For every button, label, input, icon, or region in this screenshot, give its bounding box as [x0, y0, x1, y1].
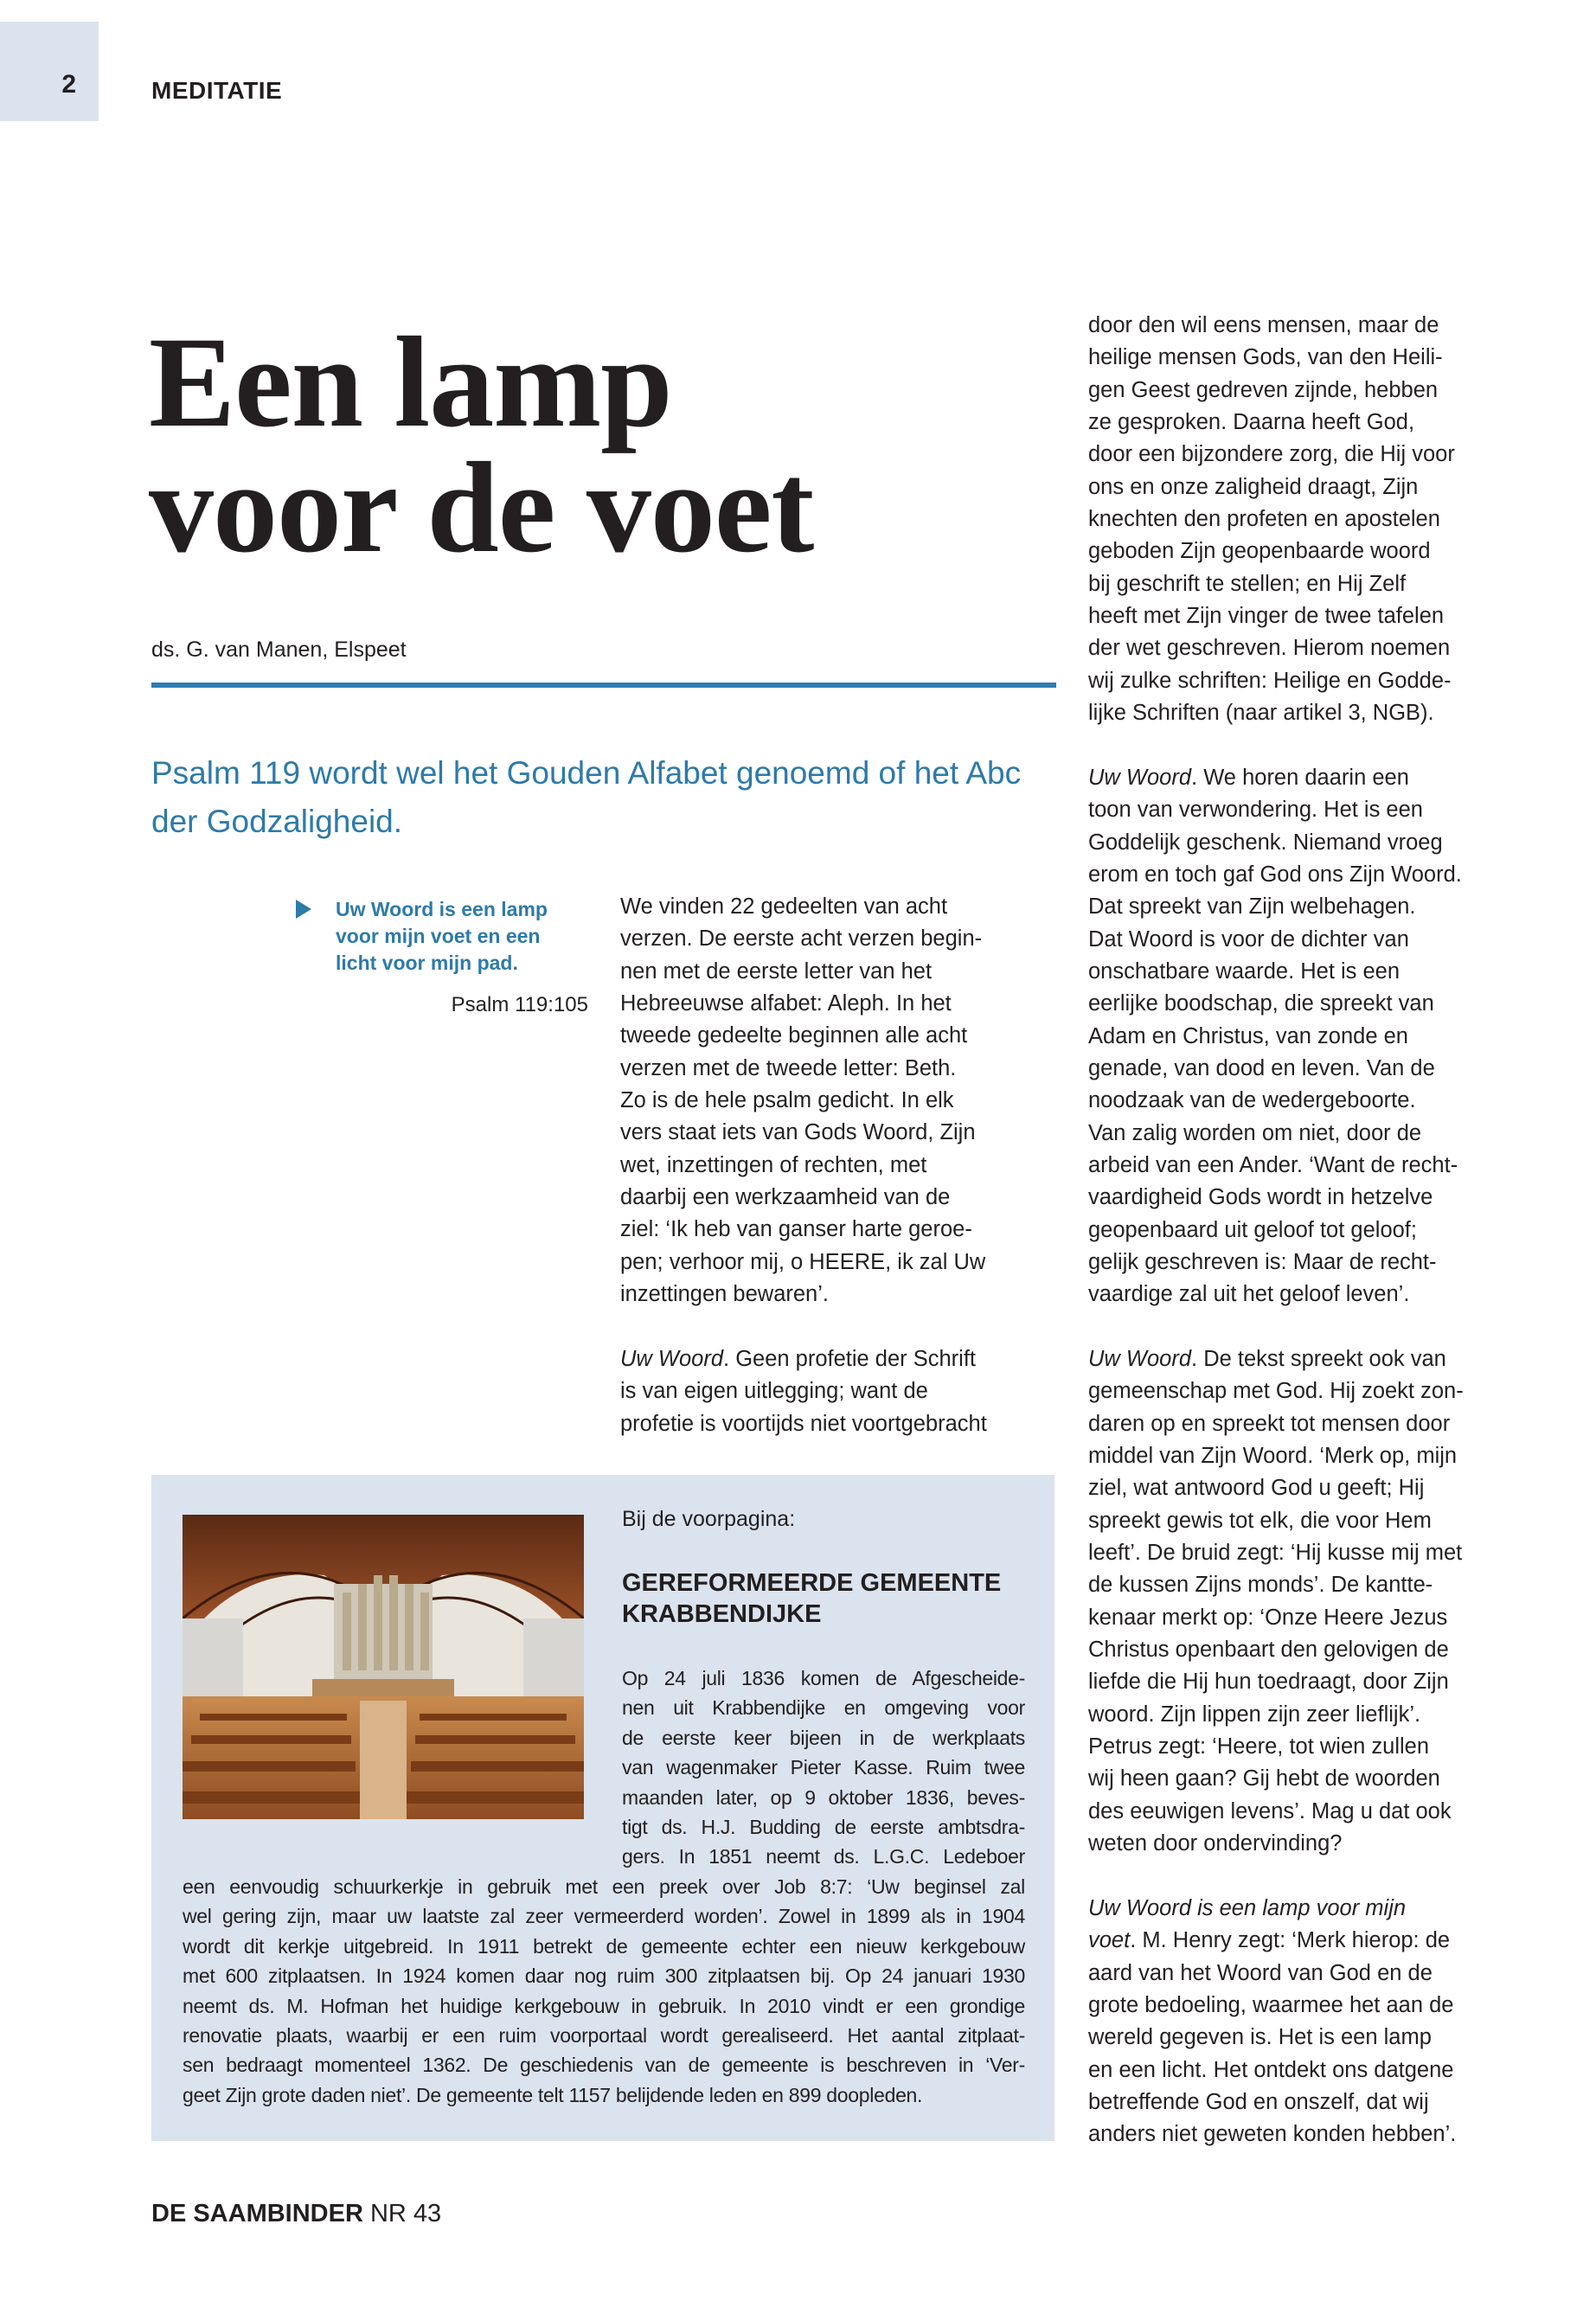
box-text-line: de eerste keer bijeen in de werkplaats: [622, 1726, 1025, 1749]
text-line: gemeenschap met God. Hij zoekt zon-: [1088, 1379, 1464, 1404]
text-line: betreffende God en onszelf, dat wij: [1088, 2089, 1429, 2114]
box-text-line: met 600 zitplaatsen. In 1924 komen daar nog ruim 300 zitplaatsen bij. Op 24 januari 1930: [183, 1965, 1025, 1988]
italic-text: voet: [1088, 1928, 1131, 1953]
text-line: verzen met de tweede letter: Beth.: [620, 1055, 957, 1080]
text-line: ons en onze zaligheid draagt, Zijn: [1088, 474, 1419, 499]
text-line: middel van Zijn Woord. ‘Merk op, mijn: [1088, 1444, 1458, 1469]
box-intro: Bij de voorpagina:: [622, 1507, 796, 1531]
text-line: [1088, 1861, 1538, 1893]
text-line: noodzaak van de wedergeboorte.: [1088, 1088, 1416, 1113]
text-line: erom en toch gaf God ons Zijn Woord.: [1088, 862, 1462, 887]
text-line: pen; verhoor mij, o HEERE, ik zal Uw: [620, 1249, 986, 1274]
text-line: verzen. De eerste acht verzen begin-: [620, 926, 983, 952]
text-line: heeft met Zijn vinger de twee tafelen: [1088, 604, 1445, 629]
text-line: tweede gedeelte beginnen alle acht: [620, 1023, 968, 1048]
text-line: spreekt gewis tot elk, die voor Hem: [1088, 1508, 1432, 1533]
text-line: ziel, wat antwoord God u geeft; Hij: [1088, 1476, 1425, 1501]
right-column: [1088, 310, 1538, 2151]
box-text-line: gers. In 1851 neemt ds. L.G.C. Ledeboer: [622, 1845, 1025, 1868]
text-line: knechten den profeten en apostelen: [1088, 507, 1440, 532]
divider-rule: [151, 683, 1056, 688]
box-heading-line: GEREFORMEERDE GEMEENTE: [622, 1569, 1002, 1597]
text-line: en een licht. Het ontdekt ons datgene: [1088, 2057, 1454, 2082]
text: . We horen daarin een: [1191, 765, 1409, 790]
text-line: wet, inzettingen of rechten, met: [620, 1152, 927, 1177]
text: . M. Henry zegt: ‘Merk hierop: de: [1130, 1928, 1451, 1953]
text-line: Van zalig worden om niet, door de: [1088, 1120, 1422, 1145]
text-line: inzettingen bewaren’.: [620, 1282, 829, 1307]
title-line: Een lamp: [149, 311, 672, 454]
text-line: [1088, 1343, 1538, 1375]
triangle-bullet-icon: [296, 900, 311, 919]
box-text-wide: [183, 1872, 1025, 2110]
box-text-line: tigt ds. H.J. Budding de eerste ambtsdra-: [622, 1815, 1025, 1838]
pullquote-reference: Psalm 119:105: [451, 993, 588, 1016]
text-line: vers staat iets van Gods Woord, Zijn: [620, 1120, 976, 1145]
text-line: Petrus zegt: ‘Heere, tot wien zullen: [1088, 1734, 1430, 1759]
text-line: profetie is voortijds niet voortgebracht: [620, 1411, 987, 1436]
text-line: leeft’. De bruid zegt: ‘Hij kusse mij met: [1088, 1541, 1463, 1566]
text-line: vaardigheid Gods wordt in hetzelve: [1088, 1185, 1433, 1210]
section-label: MEDITATIE: [151, 77, 283, 104]
text: . Geen profetie der Schrift: [723, 1346, 977, 1371]
title-line: voor de voet: [149, 436, 814, 580]
text-line: weten door ondervinding?: [1088, 1831, 1343, 1856]
magazine-name: DE SAAMBINDER: [151, 2200, 363, 2227]
text-line: wereld gegeven is. Het is een lamp: [1088, 2025, 1432, 2050]
author-byline: ds. G. van Manen, Elspeet: [151, 638, 407, 662]
text-line: wij zulke schriften: Heilige en Godde-: [1088, 668, 1452, 693]
text-line: door een bijzondere zorg, die Hij voor: [1088, 442, 1455, 467]
text-line: Christus openbaart den gelovigen de: [1088, 1638, 1449, 1663]
box-text-line: van wagenmaker Pieter Kasse. Ruim twee: [622, 1756, 1025, 1779]
text-line: daarbij een werkzaamheid van de: [620, 1185, 951, 1210]
box-text-line: wel gering zijn, maar uw laatste zal zeer vermeerderd worden’. Zowel in 1899 als in 1904: [183, 1905, 1025, 1928]
text-line: toon van verwondering. Het is een: [1088, 798, 1423, 823]
text-line: nen met de eerste letter van het: [620, 958, 933, 984]
text-line: des eeuwigen levens’. Mag u dat ook: [1088, 1798, 1452, 1823]
text-line: Zo is de hele psalm gedicht. In elk: [620, 1088, 954, 1113]
text-line: bij geschrift te stellen; en Hij Zelf: [1088, 571, 1407, 596]
box-text-line: wordt dit kerkje uitgebreid. In 1911 betrekt de gemeente echter een nieuw kerkgebouw: [183, 1934, 1025, 1958]
box-text-line: sen bedraagt momenteel 1362. De geschiedenis van de gemeente is beschreven in ‘Ver-: [183, 2054, 1025, 2077]
text-line: [620, 1343, 1061, 1375]
text-line: aard van het Woord van God en de: [1088, 1960, 1433, 1985]
box-text-line: nen uit Krabbendijke en omgeving voor: [622, 1696, 1025, 1720]
text-line: is van eigen uitlegging; want de: [620, 1379, 928, 1404]
text-line: [1088, 762, 1538, 794]
text-line: Dat Woord is voor de dichter van: [1088, 926, 1409, 952]
text-line: onschatbare waarde. Het is een: [1088, 958, 1401, 984]
text-line: [1088, 1925, 1538, 1957]
italic-text: Uw Woord: [1088, 1347, 1192, 1371]
text-line: gelijk geschreven is: Maar de recht-: [1088, 1249, 1437, 1274]
text: . De tekst spreekt ook van: [1191, 1347, 1446, 1371]
text-line: geopenbaard uit geloof tot geloof;: [1088, 1217, 1417, 1242]
text-line: arbeid van een Ander. ‘Want de recht-: [1088, 1152, 1458, 1177]
box-text-line: neemt ds. M. Hofman het huidige kerkgebouw in gebruik. In 2010 vindt er een grondige: [183, 1994, 1025, 2017]
middle-column: [620, 891, 1061, 1440]
box-heading-line: KRABBENDIJKE: [622, 1600, 822, 1628]
box-text-line: een eenvoudig schuurkerkje in gebruik met een preek over Job 8:7: ‘Uw beginsel zal: [183, 1875, 1025, 1898]
text-line: gen Geest gedreven zijnde, hebben: [1088, 377, 1439, 402]
issue-number: NR 43: [362, 2200, 442, 2227]
box-text-narrow: [622, 1663, 1025, 1872]
text-line: Dat spreekt van Zijn welbehagen.: [1088, 894, 1416, 920]
box-text-line: geet Zijn grote daden niet’. De gemeente telt 1157 belijdende leden en 899 doopleden.: [183, 2083, 923, 2106]
text-line: [1088, 1893, 1538, 1925]
text-line: Hebreeuwse alfabet: Aleph. In het: [620, 991, 952, 1016]
pullquote-text: Uw Woord is een lamp voor mijn voet en een licht voor mijn pad.: [336, 898, 548, 974]
text-line: ziel: ‘Ik heb van ganser harte geroe-: [620, 1217, 972, 1242]
text-line: Goddelijk geschenk. Niemand vroeg: [1088, 830, 1443, 855]
text-line: lijke Schriften (naar artikel 3, NGB).: [1088, 701, 1434, 726]
text-line: vaardige zal uit het geloof leven’.: [1088, 1282, 1410, 1307]
text-line: heilige mensen Gods, van den Heili-: [1088, 345, 1443, 370]
text-line: Adam en Christus, van zonde en: [1088, 1023, 1408, 1048]
box-text-line: Op 24 juli 1836 komen de Afgescheide-: [622, 1667, 1025, 1689]
church-interior-photo: [183, 1515, 584, 1819]
text-line: geboden Zijn geopenbaarde woord: [1088, 539, 1431, 564]
text-line: wij heen gaan? Gij hebt de woorden: [1088, 1766, 1440, 1791]
lead-paragraph: Psalm 119 wordt wel het Gouden Alfabet genoemd of het Abc der Godzaligheid.: [151, 755, 1022, 839]
page-number-box: [0, 22, 99, 121]
italic-text: Uw Woord: [620, 1346, 724, 1371]
text-line: [1088, 1311, 1538, 1343]
text-line: woord. Zijn lippen zijn zeer lieflijk’.: [1088, 1702, 1421, 1727]
text-line: daren op en spreekt tot mensen door: [1088, 1411, 1451, 1436]
text-line: door den wil eens mensen, maar de: [1088, 313, 1439, 337]
text-line: [1088, 729, 1538, 761]
text-line: kenaar merkt op: ‘Onze Heere Jezus: [1088, 1605, 1448, 1630]
footer: [151, 2200, 441, 2228]
text-line: de kussen Zijns monds’. De kantte-: [1088, 1573, 1433, 1598]
article-title: [149, 311, 814, 580]
text-line: eerlijke boodschap, die spreekt van: [1088, 991, 1434, 1016]
text-line: We vinden 22 gedeelten van acht: [620, 894, 948, 919]
text-line: grote bedoeling, waarmee het aan de: [1088, 1992, 1454, 2017]
text-line: ze gesproken. Daarna heeft God,: [1088, 410, 1415, 435]
text-line: genade, van dood en leven. Van de: [1088, 1055, 1435, 1080]
box-text-line: maanden later, op 9 oktober 1836, beves-: [622, 1785, 1025, 1809]
box-heading: [622, 1567, 1001, 1630]
page-number: 2: [61, 70, 76, 99]
text-line: der wet geschreven. Hierom noemen: [1088, 636, 1451, 661]
box-text-line: renovatie plaats, waarbij er een ruim voorportaal wordt gerealiseerd. Het aantal zitplaat-: [183, 2023, 1025, 2047]
italic-text: Uw Woord is een lamp voor mijn: [1088, 1895, 1407, 1920]
text-line: anders niet geweten konden hebben’.: [1088, 2122, 1457, 2147]
text-line: liefde die Hij hun toedraagt, door Zijn: [1088, 1670, 1449, 1695]
text-line: [620, 1311, 1061, 1343]
italic-text: Uw Woord: [1088, 765, 1192, 790]
